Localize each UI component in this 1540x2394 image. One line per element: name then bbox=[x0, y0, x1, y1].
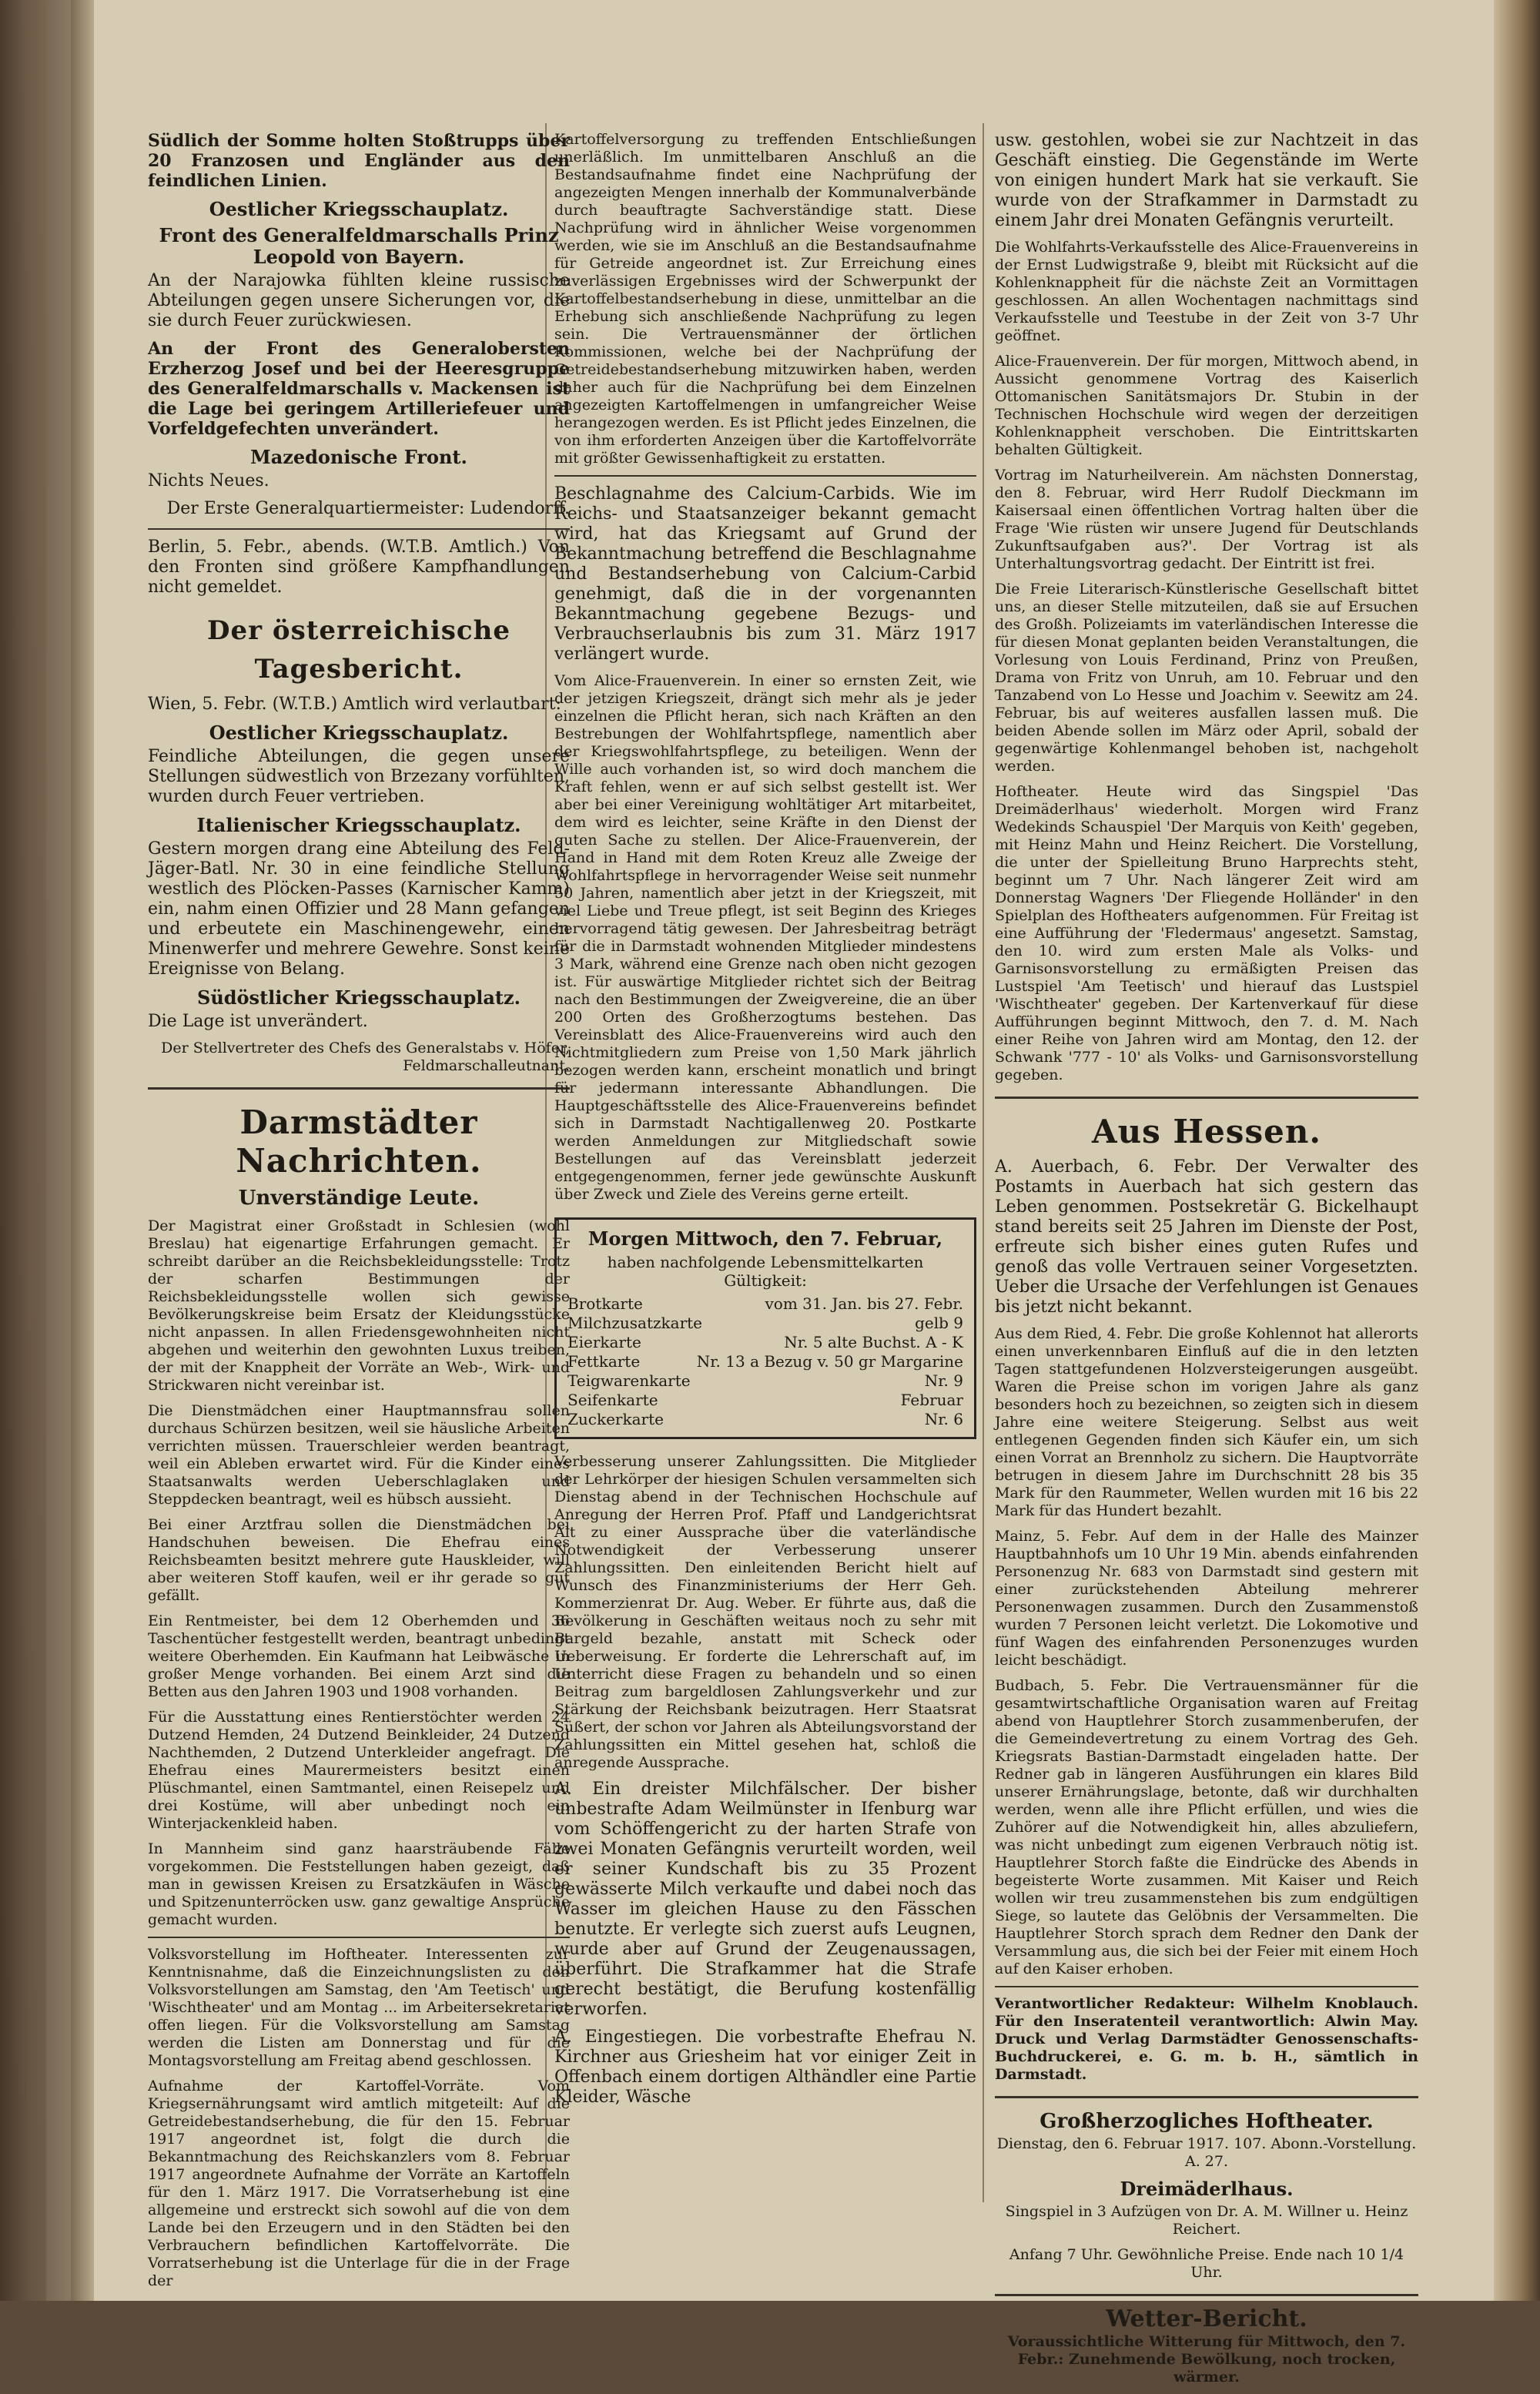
box-note: haben nachfolgende Lebensmittelkarten Gültigkeit: bbox=[607, 1253, 924, 1290]
box-row: Fettkarte Nr. 13 a Bezug v. 50 gr Margarine bbox=[567, 1352, 963, 1371]
front-joseph-text: An der Front des Generalobersten Erzherzog Josef und bei der Heeresgruppe des Generalfeldmarschalls v. Mackensen ist die Lage bei geringem Artilleriefeuer und Vorfeldgefechten unverändert. bbox=[148, 339, 570, 439]
darm-text-5: Für die Ausstattung eines Rentierstöchter werden 24 Dutzend Hemden, 24 Dutzend Beinkleider, 24 Dutzend Nachthemden, 2 Dutzend Unterkleider angefragt. Die Ehefrau eines Maurermeisters besitzt einen Plüschmantel, einen Samtmantel, einen Reisepelz und drei Kostüme, will aber unbedingt noch ein Winterjackenkleid haben. bbox=[148, 1709, 570, 1832]
alice-verein-text: Vom Alice-Frauenverein. In einer so ernsten Zeit, wie der jetzigen Kriegszeit, drängt sich mehr als je jeder einzelnen die Pflicht heran, sich nach Kräften an den Bestrebungen der Wohlfahrtspflege, namentlich aber der Kriegswohlfahrtspflege, zu beteiligen. Wenn der Wille auch vorhanden ist, so wird doch manchem die Kraft fehlen, wenn er auf sich selbst gestellt ist. Wer aber bei einer Vereinigung wohltätiger Art mitarbeitet, dem wird es leichter, seine Kräfte in den Dienst der guten Sache zu stellen. Der Alice-Frauenverein, der Hand in Hand mit dem Roten Kreuz alle Zweige der Wohlfahrtspflege in hervorragender Weise seit nunmehr 50 Jahren, namentlich aber jetzt in der Kriegszeit, mit viel Liebe und Treue pflegt, ist seit Beginn des Krieges hervorragend tätig gewesen. Der Jahresbeitrag beträgt für die in Darmstadt wohnenden Mitglieder mindestens 3 Mark, während eine Grenze nach oben nicht gezogen ist. Für auswärtige Mitglieder richtet sich der Beitrag nach den Bestimmungen der Zweigvereine, die an über 200 Orten des Großherzogtums bestehen. Das Vereinsblatt des Alice-Frauenvereins wird auch den Nichtmitgliedern zum Preise von 1,50 Mark jährlich bezogen werden kann, erscheint monatlich und bringt für jedermann interessante Abhandlungen. Die Hauptgeschäftsstelle des Alice-Frauenvereins befindet sich in Darmstadt Nachtigallenweg 20. Postkarte werden Anmeldungen zur Mitgliedschaft sowie Bestellungen auf das Vereinsblatt jederzeit entgegengenommen, ferner jede gewünschte Auskunft über Zweck und Ziele des Vereins gerne erteilt. bbox=[554, 672, 976, 1203]
sued-text: Die Lage ist unverändert. bbox=[148, 1012, 368, 1031]
theater-time: Anfang 7 Uhr. Gewöhnliche Preise. Ende nach 10 1/4 Uhr. bbox=[1009, 2246, 1404, 2281]
box-row: Eierkarte Nr. 5 alte Buchst. A - K bbox=[567, 1333, 963, 1351]
divider bbox=[148, 528, 570, 530]
budbach-text: Budbach, 5. Febr. Die Vertrauensmänner für die gesamtwirtschaftliche Organisation waren auf Freitag abend von Hauptlehrer Storch zusammenberufen, der die Gemeindevertretung zu einem Vortrag des Geh. Kriegsrats Bastian-Darmstadt eingeladen hatte. Der Redner gab in längeren Ausführungen ein klares Bild unserer Ernährungslage, betonte, daß wir durchhalten werden, wenn alle ihre Pflicht erfüllen, und wies die Zuhörer auf die Notwendigkeit hin, alles abzuliefern, was nicht unbedingt zum eigenen Verbrauch nötig ist. Hauptlehrer Storch faßte die Eindrücke des Abends in begeisterte Worte zusammen. Mit Kaiser und Reich wollen wir treu zusammenstehen bis zum endgültigen Siege, so lautete das Gelöbnis der Versammelten. Die Hauptlehrer Storch sprach dem Redner den Dank der Versammlung aus, die sich bei der Feier mit einem Hoch auf den Kaiser erhoben. bbox=[995, 1677, 1418, 1977]
kartoffel-text: Aufnahme der Kartoffel-Vorräte. Vom Kriegsernährungsamt wird amtlich mitgeteilt: Auf die Getreidebestandserhebung, die für den 15. Februar 1917 angeordnet ist, folgt die durch die Bekanntmachung des Reichskanzlers vom 8. Februar 1917 angeordnete Aufnahme der Vorräte an Kartoffeln für den 1. März 1917. Die Vorratserhebung ist eine allgemeine und erstreckt sich sowohl auf die von dem Lande bei den Erzeugern und in den Städten bei den Verbrauchern befindlichen Kartoffelvorräte. Die Vorratserhebung ist die Unterlage für die in der Frage der bbox=[148, 2078, 570, 2289]
column-3 bbox=[995, 131, 1418, 2394]
auerbach-text: A. Auerbach, 6. Febr. Der Verwalter des Postamts in Auerbach hat sich gestern das Leben genommen. Postsekretär G. Bickelhaupt stand bereits seit 25 Jahren im Dienste der Post, erfreute sich bisher eines guten Rufes und genoß das volle Vertrauen seiner Vorgesetzten. Ueber die Ursache der Verfehlungen ist Genaues bis jetzt nicht bekannt. bbox=[995, 1157, 1418, 1317]
heading-oest-ks: Oestlicher Kriegsschauplatz. bbox=[209, 722, 509, 744]
imprint: Verantwortlicher Redakteur: Wilhelm Knoblauch. Für den Inseratenteil verantwortlich: Alwin May. Druck und Verlag Darmstädter Genossenschafts-Buchdruckerei, e. G. m. b. H., sämtlich in Darmstadt. bbox=[995, 1995, 1418, 2083]
wetter-text: Voraussichtliche Witterung für Mittwoch, den 7. Febr.: Zunehmende Bewölkung, noch trocken, wärmer. bbox=[1007, 2333, 1406, 2386]
carbid-text: Beschlagnahme des Calcium-Carbids. Wie im Reichs- und Staatsanzeiger bekannt gemacht wird, hat das Kriegsamt auf Grund der Bekanntmachung betreffend die Beschlagnahme und Bestandserhebung von Calcium-Carbid genehmigt, daß die in der vorgenannten Bekanntmachung gegebene Bezugs- und Verbrauchserlaubnis bis zum 31. März 1917 verlängert wurde. bbox=[554, 484, 976, 664]
divider bbox=[995, 1097, 1418, 1099]
heading-leopold: Front des Generalfeldmarschalls Prinz Leopold von Bayern. bbox=[159, 224, 559, 268]
page-gutter bbox=[71, 0, 94, 2301]
berlin-report: Berlin, 5. Febr., abends. (W.T.B. Amtlich.) Von den Fronten sind größere Kampfhandlungen nicht gemeldet. bbox=[148, 537, 570, 597]
box-title: Morgen Mittwoch, den 7. Februar, bbox=[588, 1227, 943, 1250]
ital-text: Gestern morgen drang eine Abteilung des Feld-Jäger-Batl. Nr. 30 in eine feindliche Stellung westlich des Plöcken-Passes (Karnischer Kamm) ein, nahm einen Offizier und 28 Mann gefangen und erbeutete ein Maschinengewehr, einen Minenwerfer und mehrere Gewehre. Sonst keine Ereignisse von Belang. bbox=[148, 839, 570, 979]
hessen-title: Aus Hessen. bbox=[1092, 1113, 1321, 1150]
darm-text-4: Ein Rentmeister, bei dem 12 Oberhemden und 36 Taschentücher festgestellt werden, beantragt unbedingt weitere Oberhemden. Ein Kaufmann hat Leibwäsche in großer Menge vorhanden. Bei einem Arzt sind die Betten aus den Jahren 1903 und 1908 vorhanden. bbox=[148, 1612, 570, 1700]
heading-ost: Oestlicher Kriegsschauplatz. bbox=[209, 198, 509, 220]
divider bbox=[148, 1937, 570, 1938]
theater-date: Dienstag, den 6. Februar 1917. 107. Abonn.-Vorstellung. A. 27. bbox=[996, 2135, 1417, 2170]
newspaper-page bbox=[94, 0, 1494, 2386]
hoftheater-text: Hoftheater. Heute wird das Singspiel 'Das Dreimäderlhaus' wiederholt. Morgen wird Franz Wedekinds Schauspiel 'Der Marquis von Keith' gegeben, mit Heinz Mahn und Heinz Reichert. Die Vorstellung, die unter der Spielleitung Bruno Harprechts steht, beginnt um 7 Uhr. Nach längerer Zeit wird am Donnerstag Wagners 'Der Fliegende Holländer' in den Spielplan des Hoftheaters aufgenommen. Für Freitag ist eine Aufführung der 'Fledermaus' angesetzt. Samstag, den 10. wird zum ersten Male als Volks- und Garnisonsvorstellung zu ermäßigten Preisen das Lustspiel 'Am Teetisch' und hierauf das Lustspiel 'Wischtheater' gegeben. Der Kartenverkauf für diese Aufführungen beginnt Mittwoch, den 7. d. M. Nach einer Reihe von Jahren wird am Montag, den 12. der Schwank '777 - 10' als Volks- und Garnisonsvorstellung gegeben. bbox=[995, 783, 1418, 1083]
signature-ludendorff: Der Erste Generalquartiermeister: Ludendorff. bbox=[166, 499, 570, 518]
volksvorstellung-text: Volksvorstellung im Hoftheater. Interessenten zur Kenntnisnahme, daß die Einzeichnungslisten zu den Volksvorstellungen am Samstag, den 'Am Teetisch' und 'Wischtheater' und am Montag ... im Arbeitersekretariat offen liegen. Für die Volksvorstellung am Samstag werden die Listen am Donnerstag und für die Montagsvorstellung am Freitag abend geschlossen. bbox=[148, 1946, 570, 2069]
wien-report: Wien, 5. Febr. (W.T.B.) Amtlich wird verlautbart: bbox=[148, 695, 561, 714]
divider bbox=[554, 475, 976, 477]
col2-text-1: Kartoffelversorgung zu treffenden Entschließungen unerläßlich. Im unmittelbaren Anschluß an die Bestandsaufnahme findet eine Nachprüfung der angezeigten Mengen innerhalb der Kommunalverbände durch beauftragte Sachverständige statt. Diese Nachprüfung wird in ähnlicher Weise vorgenommen werden, wie sie im Anschluß an die Bestandsaufnahme für Getreide angeordnet ist. Zur Erreichung eines zuverlässigen Ergebnisses wird der Schwerpunkt der Kartoffelbestandserhebung in diese, unmittelbar an die Erhebung sich anschließende Nachprüfung zu legen sein. Die Vertrauensmänner der örtlichen Kommissionen, welche bei der Nachprüfung der Getreidebestandserhebung mitzuwirken haben, werden daher auch für die Nachprüfung bei dem Einzelnen angezeigten Kartoffelmengen in umfangreicher Weise herangezogen werden. Es ist Pflicht jedes Einzelnen, die von ihm erforderten Anzeigen über die Kartoffelvorräte mit größter Gewissenhaftigkeit zu erstatten. bbox=[554, 131, 976, 467]
box-row: Brotkarte vom 31. Jan. bis 27. Febr. bbox=[567, 1294, 963, 1313]
eingestiegen-text: A. Eingestiegen. Die vorbestrafte Ehefrau N. Kirchner aus Griesheim hat vor einiger Zeit in Offenbach einem dortigen Althändler eine Partie Kleider, Wäsche bbox=[554, 2027, 976, 2107]
literarisch-text: Die Freie Literarisch-Künstlerische Gesellschaft bittet uns, an dieser Stelle mitzuteilen, daß sie auf Ersuchen des Großh. Polizeiamts im vaterländischen Interesse die für diesen Monat geplanten beiden Veranstaltungen, die Vorlesung von Louis Ferdinand, Prinz von Preußen, Drama von Fritz von Unruh, am 10. Februar und den Tanzabend von Lo Hesse und Joachim v. Seewitz am 24. Februar, bis auf weiteres ausfallen lassen muß. Die beiden Abende sollen im März oder April, sobald der gegenwärtige Kohlenmangel behoben ist, nachgeholt werden. bbox=[995, 581, 1418, 775]
col1-intro: Südlich der Somme holten Stoßtrupps über 20 Franzosen und Engländer aus den feindlichen Linien. bbox=[148, 131, 570, 191]
oest-signature: Der Stellvertreter des Chefs des Generalstabs v. Höfer, Feldmarschalleutnant. bbox=[161, 1040, 570, 1074]
box-row: Seifenkarte Februar bbox=[567, 1391, 963, 1409]
zahlungssitten-text: Verbesserung unserer Zahlungssitten. Die Mitglieder der Lehrkörper der hiesigen Schulen versammelten sich Dienstag abend in der Technischen Hochschule auf Anregung der Herren Prof. Pfaff und Landgerichtsrat Alt zu einer Aussprache über die vaterländische Notwendigkeit der Verbesserung unserer Zahlungssitten. Den einleitenden Bericht hielt auf Wunsch des Finanzministeriums der Herr Geh. Kommerzienrat Dr. Aug. Weber. Er führte aus, daß die Bevölkerung in Geschäften weitaus noch zu sehr mit Bargeld bezahle, anstatt mit Scheck oder Ueberweisung. Er forderte die Lehrerschaft auf, im Unterricht diese Fragen zu behandeln und so einen Beitrag zum bargeldlosen Zahlungsverkehr und zur Stärkung der Reichsbank beizutragen. Herr Staatsrat Süßert, der schon vor Jahren als Abteilungsvorstand der Zahlungssitten ein Mittel gesehen hat, schloß die anregende Aussprache. bbox=[554, 1453, 976, 1771]
box-row: Teigwarenkarte Nr. 9 bbox=[567, 1371, 963, 1390]
column-rule-2 bbox=[983, 123, 984, 2202]
box-row: Milchzusatzkarte gelb 9 bbox=[567, 1314, 963, 1332]
nichts-neues: Nichts Neues. bbox=[148, 471, 270, 491]
darmstadt-subtitle: Unverständige Leute. bbox=[238, 1187, 480, 1210]
divider bbox=[148, 1087, 570, 1090]
darm-text-1: Der Magistrat einer Großstadt in Schlesien (wohl Breslau) hat eigenartige Erfahrungen gemacht. Er schreibt darüber an die Reichsbekleidungsstelle: Trotz der scharfen Bestimmungen der Reichsbekleidungsstelle wollen sich gewisse Bevölkerungskreise beim Ersatz der Kleidungsstücke nicht anpassen. In allen Friedensgewohnheiten nicht abgehen und weiterhin den gewohnten Luxus treiben, der mit der Knappheit der Vorräte an Web-, Wirk- und Strickwaren nicht vereinbar ist. bbox=[148, 1217, 570, 1394]
column-1 bbox=[148, 131, 570, 2298]
oester-title: Der österreichische Tagesbericht. bbox=[207, 615, 511, 685]
column-2 bbox=[554, 131, 976, 2115]
theater-desc: Singspiel in 3 Aufzügen von Dr. A. M. Willner u. Heinz Reichert. bbox=[1005, 2203, 1408, 2238]
darm-text-6: In Mannheim sind ganz haarsträubende Fälle vorgekommen. Die Feststellungen haben gezeigt, daß man in gewissen Kreisen zu Ersatzkäufen in Wäsche und Spitzenunterröcken usw. ganz gewaltige Ansprüche gemacht wurden. bbox=[148, 1840, 570, 1928]
lebensmittel-box bbox=[554, 1217, 976, 1439]
milchfaelscher-text: A. Ein dreister Milchfälscher. Der bisher unbestrafte Adam Weilmünster in Ifenburg war vom Schöffengericht zu der harten Strafe von zwei Monaten Gefängnis verurteilt worden, weil er seiner Kundschaft bis zu 35 Prozent gewässerte Milch verkaufte und dabei noch das Wasser im gleichen Hause zu den Fässchen benutzte. Er verlegte sich zuerst aufs Leugnen, wurde aber auf Grund der Zeugenaussagen, überführt. Die Strafkammer hat die Strafe gerecht bestätigt, die Berufung kostenfällig verworfen. bbox=[554, 1780, 976, 2019]
darm-text-3: Bei einer Arztfrau sollen die Dienstmädchen bei Handschuhen beweisen. Die Ehefrau eines Reichsbeamten besitzt mehrere gute Hauskleider, will aber weiteren Stoff kaufen, weil er ihr gerade so gut gefällt. bbox=[148, 1516, 570, 1604]
page-edge bbox=[1494, 0, 1540, 2301]
heading-ital-ks: Italienischer Kriegsschauplatz. bbox=[196, 814, 521, 836]
col3-text-1: usw. gestohlen, wobei sie zur Nachtzeit in das Geschäft einstieg. Die Gegenstände im Werte von einigen hundert Mark hat sie verkauft. Sie wurde von der Strafkammer in Darmstadt zu einem Jahr drei Monaten Gefängnis verurteilt. bbox=[995, 131, 1418, 230]
theater-title: Großherzogliches Hoftheater. bbox=[1040, 2110, 1374, 2133]
divider bbox=[995, 2096, 1418, 2098]
wohlfahrt-text: Die Wohlfahrts-Verkaufsstelle des Alice-Frauenvereins in der Ernst Ludwigstraße 9, bleibt mit Rücksicht auf die Kohlenknappheit für die nächste Zeit an Vormittagen geschlossen. An allen Wochentagen nachmittags sind Verkaufsstelle und Teestube in der Zeit von 3-7 Uhr geöffnet. bbox=[995, 239, 1418, 344]
spine-shadow bbox=[0, 0, 46, 2301]
ried-text: Aus dem Ried, 4. Febr. Die große Kohlennot hat allerorts einen unverkennbaren Einfluß auf die in den letzten Tagen stattgefundenen Holzversteigerungen ausgeübt. Waren die Preise schon im vorigen Jahre als ganz besonders hoch zu bezeichnen, so zeigten sich in diesem Jahre eine weitere Steigerung. Selbst aus weit entlegenen Gegenden finden sich Käufer ein, um sich einen Vorrat an Brennholz zu sichern. Die Hauptvorräte betrugen in diesem Jahre im Durchschnitt 28 bis 35 Mark für den Raummeter, Wellen wurden mit 16 bis 22 Mark für das Hundert bezahlt. bbox=[995, 1325, 1418, 1519]
box-row: Zuckerkarte Nr. 6 bbox=[567, 1410, 963, 1428]
darm-text-2: Die Dienstmädchen einer Hauptmannsfrau sollen durchaus Schürzen besitzen, weil sie häusliche Arbeiten verrichten müssen. Trauerschleier werden beantragt, weil ein Ableben erwartet wird. Für die Kinder eines Staatsanwalts werden Ueberschlaglaken und Steppdecken beantragt, weil es hübsch aussieht. bbox=[148, 1402, 570, 1508]
oest-text: Feindliche Abteilungen, die gegen unsere Stellungen südwestlich von Brzezany vorfühlten, wurden durch Feuer vertrieben. bbox=[148, 747, 570, 806]
wetter-title: Wetter-Bericht. bbox=[1106, 2305, 1307, 2332]
narajowka-text: An der Narajowka fühlten kleine russische Abteilungen gegen unsere Sicherungen vor, die sie durch Feuer zurückwiesen. bbox=[148, 271, 570, 330]
alice-vortrag-text: Alice-Frauenverein. Der für morgen, Mittwoch abend, in Aussicht genommene Vortrag des Kaiserlich Ottomanischen Sanitätsmajors Dr. Stubin in der Technischen Hochschule wird wegen der derzeitigen Kohlenknappheit verschoben. Die Eintrittskarten behalten Gültigkeit. bbox=[995, 353, 1418, 458]
divider bbox=[995, 1986, 1418, 1987]
naturheil-text: Vortrag im Naturheilverein. Am nächsten Donnerstag, den 8. Februar, wird Herr Rudolf Dieckmann im Kaisersaal einen öffentlichen Vortrag halten über die Frage 'Wie rüsten wir unsere Jugend für Deutschlands Zukunftsaufgaben aus?'. Der Vortrag ist als Unterhaltungsvortrag gedacht. Der Eintritt ist frei. bbox=[995, 467, 1418, 572]
heading-mazedonien: Mazedonische Front. bbox=[250, 446, 467, 468]
darmstadt-title: Darmstädter Nachrichten. bbox=[236, 1103, 482, 1180]
mainz-text: Mainz, 5. Febr. Auf dem in der Halle des Mainzer Hauptbahnhofs um 10 Uhr 19 Min. abends einfahrenden Personenzug Nr. 683 von Darmstadt sind gestern mit einer zurückstehenden Abteilung mehrerer Personenwagen zusammen. Durch den Zusammenstoß wurden 7 Personen leicht verletzt. Die Lokomotive und fünf Wagen des einfahrenden Personenzuges wurden leicht beschädigt. bbox=[995, 1528, 1418, 1669]
heading-sued-ks: Südöstlicher Kriegsschauplatz. bbox=[196, 986, 521, 1009]
divider bbox=[995, 2294, 1418, 2296]
theater-play: Dreimäderlhaus. bbox=[1120, 2178, 1294, 2200]
